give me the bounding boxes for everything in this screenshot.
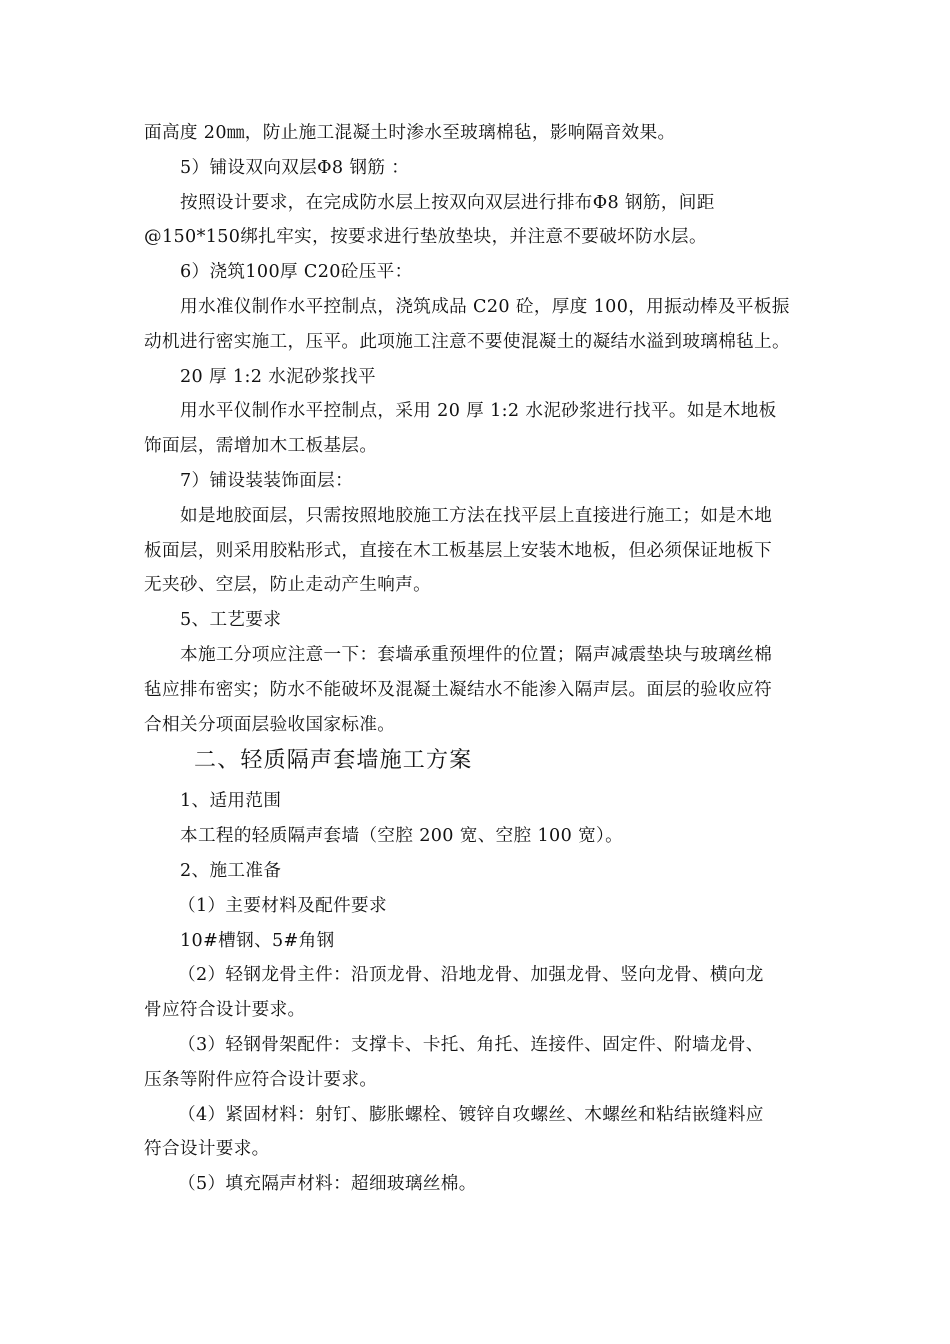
paragraph-line: 本施工分项应注意一下：套墙承重预埋件的位置；隔声减震垫块与玻璃丝棉	[180, 644, 773, 665]
section-subheading: 7）铺设装装饰面层：	[180, 470, 354, 491]
paragraph-line: 按照设计要求，在完成防水层上按双向双层进行排布Φ8 钢筋，间距	[180, 192, 715, 213]
paragraph-line: 无夹砂、空层，防止走动产生响声。	[144, 575, 432, 596]
paragraph-line: 符合设计要求。	[144, 1139, 270, 1160]
paragraph-line: 面高度 20㎜，防止施工混凝土时渗水至玻璃棉毡，影响隔音效果。	[144, 123, 676, 143]
chapter-heading: 二、轻质隔声套墙施工方案	[194, 748, 473, 774]
section-subheading: 2、施工准备	[180, 860, 282, 881]
section-subheading: 6）浇筑100厚 C20砼压平：	[180, 262, 413, 283]
list-item: （4）紧固材料：射钉、膨胀螺栓、镀锌自攻螺丝、木螺丝和粘结嵌缝料应	[178, 1104, 764, 1125]
paragraph-line: 饰面层，需增加木工板基层。	[144, 436, 378, 457]
document-body	[144, 116, 812, 1202]
paragraph-line: 如是地胶面层，只需按照地胶施工方法在找平层上直接进行施工；如是木地	[180, 505, 773, 526]
section-subheading: 5、工艺要求	[180, 610, 282, 631]
paragraph-line: 骨应符合设计要求。	[144, 1000, 306, 1021]
paragraph-line: 板面层，则采用胶粘形式，直接在木工板基层上安装木地板，但必须保证地板下	[144, 540, 773, 561]
paragraph-line: 压条等附件应符合设计要求。	[144, 1069, 378, 1090]
section-subheading: 20 厚 1:2 水泥砂浆找平	[180, 366, 376, 387]
paragraph-line: 用水平仪制作水平控制点，采用 20 厚 1:2 水泥砂浆进行找平。如是木地板	[180, 401, 777, 422]
list-item: （2）轻钢龙骨主件：沿顶龙骨、沿地龙骨、加强龙骨、竖向龙骨、横向龙	[178, 965, 764, 986]
list-item: （3）轻钢骨架配件：支撑卡、卡托、角托、连接件、固定件、附墙龙骨、	[178, 1034, 764, 1055]
paragraph-line: 毡应排布密实；防水不能破坏及混凝土凝结水不能渗入隔声层。面层的验收应符	[144, 679, 773, 700]
paragraph-line: 10#槽钢、5#角钢	[180, 930, 335, 951]
paragraph-line: 动机进行密实施工，压平。此项施工注意不要使混凝土的凝结水溢到玻璃棉毡上。	[144, 331, 790, 352]
section-subheading: 1、适用范围	[180, 791, 282, 812]
paragraph-line: 本工程的轻质隔声套墙（空腔 200 宽、空腔 100 宽）。	[180, 826, 624, 847]
list-item: （5）填充隔声材料：超细玻璃丝棉。	[178, 1174, 477, 1195]
list-item: （1）主要材料及配件要求	[178, 895, 387, 916]
paragraph-line: @150*150绑扎牢实，按要求进行垫放垫块，并注意不要破坏防水层。	[144, 227, 707, 248]
section-subheading: 5）铺设双向双层Φ8 钢筋 ：	[180, 157, 410, 178]
paragraph-line: 用水准仪制作水平控制点，浇筑成品 C20 砼，厚度 100，用振动棒及平板振	[180, 296, 790, 317]
paragraph-line: 合相关分项面层验收国家标准。	[144, 714, 396, 735]
